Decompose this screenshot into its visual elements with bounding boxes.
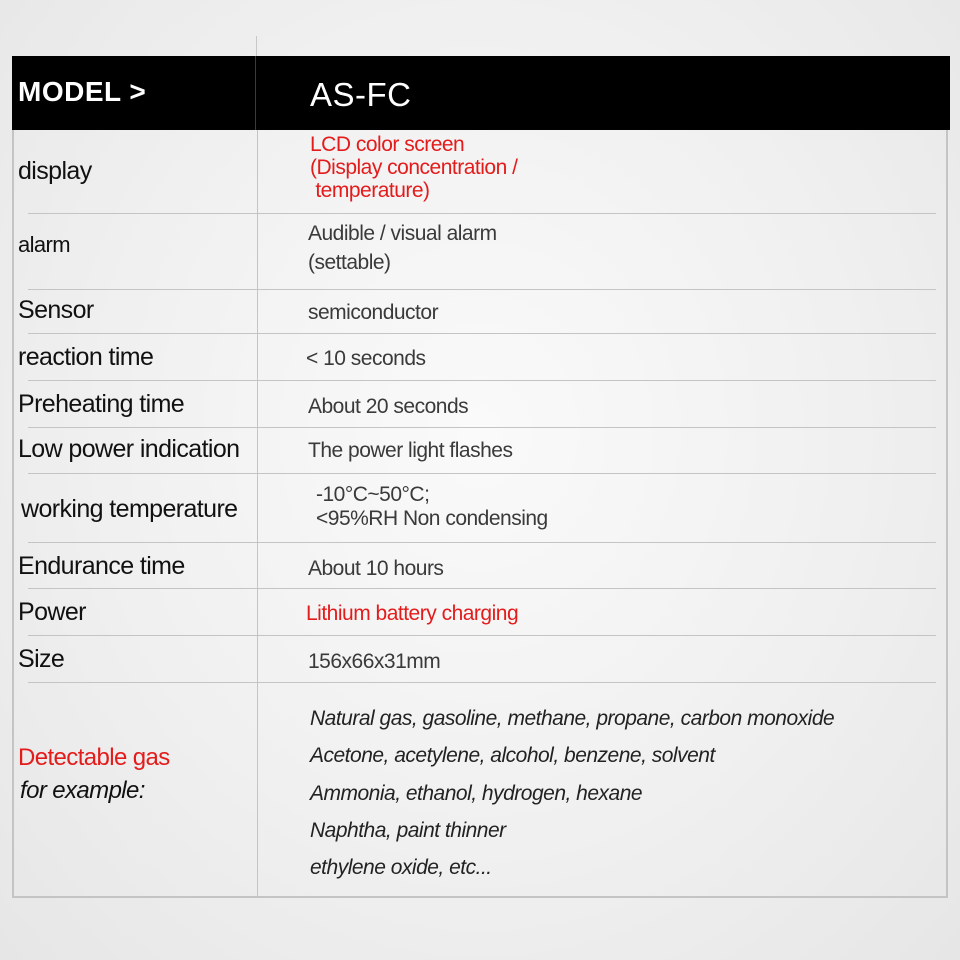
row-separator [28, 289, 936, 290]
spec-table [12, 56, 948, 898]
gas-list-item: Naphtha, paint thinner [310, 819, 506, 842]
detectable-gas-sublabel: for example: [20, 777, 145, 804]
row-label-size: Size [18, 645, 65, 673]
row-value-power: Lithium battery charging [306, 602, 519, 625]
gas-list-item: ethylene oxide, etc... [310, 856, 492, 879]
row-separator [28, 473, 936, 474]
row-value-reaction-time: < 10 seconds [306, 347, 426, 370]
row-label-sensor: Sensor [18, 296, 94, 324]
row-label-preheating-time: Preheating time [18, 390, 185, 418]
value-line: <95%RH Non condensing [316, 507, 548, 530]
row-separator [28, 380, 936, 381]
value-line: -10°C~50°C; [316, 483, 430, 506]
model-label: MODEL > [18, 76, 147, 107]
top-divider-stub [256, 36, 257, 58]
row-separator [28, 333, 936, 334]
row-value-size: 156x66x31mm [308, 650, 441, 673]
row-value-alarm [308, 219, 497, 277]
table-header [12, 56, 950, 130]
row-value-low-power-indication: The power light flashes [308, 439, 513, 462]
row-label-low-power-indication: Low power indication [18, 435, 240, 463]
value-line: Audible / visual alarm [308, 222, 497, 245]
value-line: temperature) [310, 179, 430, 202]
gas-list-item: Natural gas, gasoline, methane, propane, carbon monoxide [310, 707, 835, 730]
row-separator [28, 635, 936, 636]
row-label-power: Power [18, 598, 86, 626]
value-line: (settable) [308, 251, 391, 274]
detectable-gas-label: Detectable gas [18, 744, 170, 771]
row-separator [28, 213, 936, 214]
row-label-display: display [18, 157, 92, 185]
row-value-sensor: semiconductor [308, 301, 439, 324]
model-value: AS-FC [310, 76, 412, 113]
row-label-endurance-time: Endurance time [18, 552, 185, 580]
gas-list-item: Acetone, acetylene, alcohol, benzene, solvent [310, 744, 715, 767]
row-label-reaction-time: reaction time [18, 343, 154, 371]
row-value-working-temperature [316, 483, 548, 531]
row-value-display [310, 133, 517, 202]
row-separator [28, 682, 936, 683]
row-value-preheating-time: About 20 seconds [308, 395, 469, 418]
value-line: LCD color screen [310, 133, 465, 156]
column-divider [257, 130, 258, 896]
row-value-endurance-time: About 10 hours [308, 557, 444, 580]
row-separator [28, 588, 936, 589]
value-line: (Display concentration / [310, 156, 518, 179]
row-label-alarm: alarm [18, 232, 71, 257]
gas-list-item: Ammonia, ethanol, hydrogen, hexane [310, 782, 643, 805]
header-divider [255, 56, 256, 130]
row-separator [28, 542, 936, 543]
row-separator [28, 427, 936, 428]
row-label-working-temperature: working temperature [21, 495, 238, 523]
